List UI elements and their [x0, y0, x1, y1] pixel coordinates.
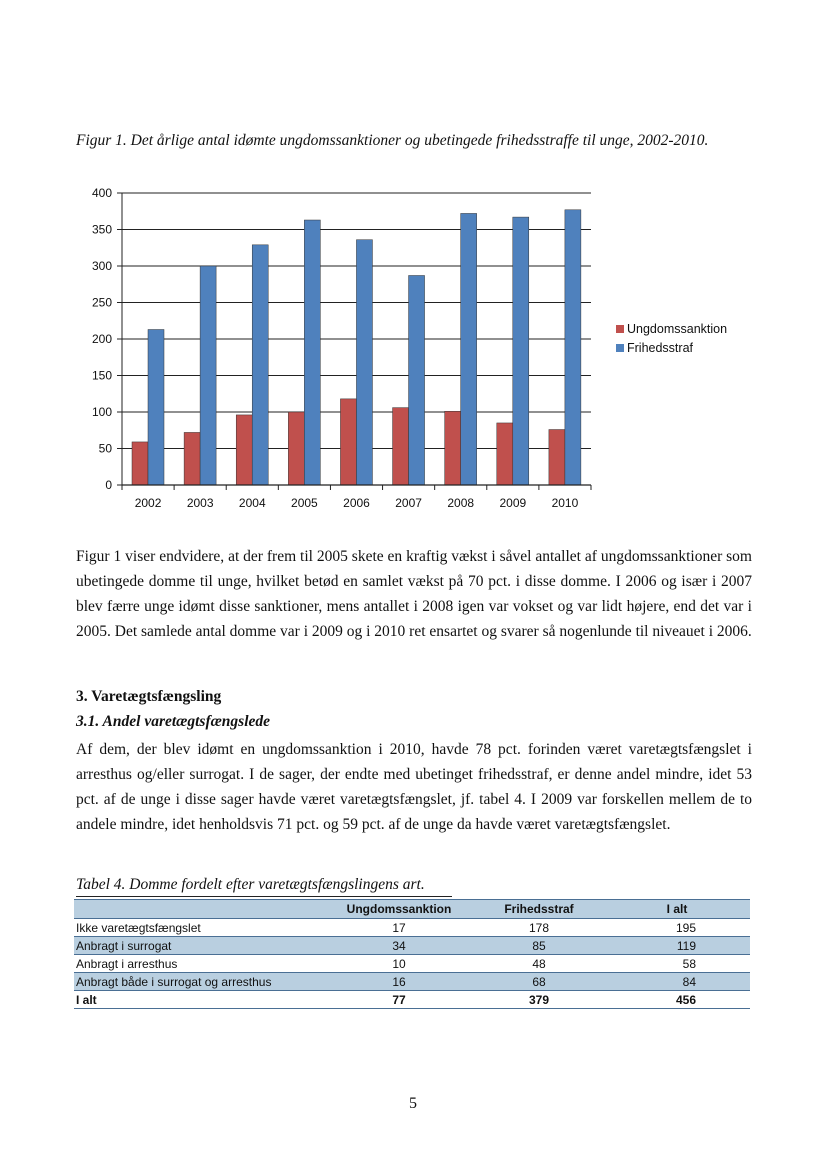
data-table	[74, 899, 750, 1009]
bar-chart	[70, 183, 730, 523]
x-tick-label: 2010	[551, 496, 579, 510]
legend-label-frihedsstraf: Frihedsstraf	[627, 341, 693, 355]
bar-ungdomssanktion-2009	[497, 423, 513, 485]
cell-frihedsstraf: 68	[474, 973, 604, 991]
table-total-row	[74, 991, 750, 1009]
x-tick-label: 2006	[343, 496, 370, 510]
bar-frihedsstraf-2009	[513, 217, 529, 485]
bar-ungdomssanktion-2003	[184, 432, 200, 485]
y-tick-label: 350	[91, 222, 112, 237]
table-row	[74, 919, 750, 937]
bar-frihedsstraf-2002	[148, 330, 164, 485]
bar-frihedsstraf-2003	[200, 266, 216, 485]
y-tick-label: 400	[91, 186, 112, 200]
bar-ungdomssanktion-2006	[340, 399, 356, 485]
bar-frihedsstraf-2010	[565, 210, 581, 485]
y-tick-label: 100	[91, 405, 112, 419]
x-tick-label: 2009	[499, 496, 527, 510]
page-number: 5	[409, 1095, 417, 1112]
cell-frihedsstraf: 379	[474, 991, 604, 1009]
header-frihedsstraf: Frihedsstraf	[474, 900, 604, 919]
cell-i-alt: 456	[604, 991, 750, 1009]
y-tick-label: 300	[91, 259, 112, 273]
cell-i-alt: 195	[675, 920, 696, 935]
cell-frihedsstraf: 48	[532, 956, 546, 971]
bar-ungdomssanktion-2010	[549, 430, 565, 485]
y-tick-label: 250	[91, 295, 112, 310]
bar-frihedsstraf-2004	[252, 245, 268, 485]
cell-i-alt: 119	[604, 937, 750, 955]
cell-ungdomssanktion: 10	[392, 956, 406, 971]
bar-ungdomssanktion-2004	[236, 415, 252, 485]
cell-frihedsstraf: 178	[528, 920, 550, 935]
bar-frihedsstraf-2008	[461, 213, 477, 485]
y-tick-label: 200	[91, 332, 112, 346]
figure-caption: Figur 1. Det årlige antal idømte ungdomssanktioner og ubetingede frihedsstraffe til unge, 2002-2010.	[76, 132, 709, 149]
table-header-row	[74, 900, 750, 919]
bar-frihedsstraf-2005	[304, 220, 320, 485]
row-label: Anbragt både i surrogat og arresthus	[74, 973, 324, 991]
cell-i-alt: 58	[682, 956, 696, 971]
x-tick-label: 2007	[395, 496, 422, 510]
bar-ungdomssanktion-2008	[445, 411, 461, 485]
y-tick-label: 150	[91, 368, 112, 383]
body-paragraph-2: Af dem, der blev idømt en ungdomssanktion i 2010, havde 78 pct. forinden været varetægtsfængslet i arresthus og/eller surrogat. I de sager, der endte med ubetinget frihedsstraf, er denne andel mindre, idet 53 pct. af de unge i disse sager havde været varetægtsfængslet, jf. tabel 4. I 2009 var forskellen mellem de to andele mindre, idet henholdsvis 71 pct. og 59 pct. af de unge da havde været varetægtsfængslet.	[76, 741, 752, 833]
x-tick-label: 2008	[447, 496, 475, 510]
bar-frihedsstraf-2007	[409, 275, 425, 485]
header-ungdomssanktion: Ungdomssanktion	[324, 900, 474, 919]
row-label: Anbragt i arresthus	[76, 956, 178, 971]
row-label: I alt	[74, 991, 324, 1009]
x-tick-label: 2003	[186, 496, 214, 510]
cell-frihedsstraf: 85	[474, 937, 604, 955]
header-blank	[74, 900, 324, 919]
table-row	[74, 955, 750, 973]
table-row	[74, 973, 750, 991]
cell-ungdomssanktion: 77	[324, 991, 474, 1009]
legend-swatch-ungdomssanktion	[616, 325, 624, 333]
row-label: Anbragt i surrogat	[74, 937, 324, 955]
section-title: 3. Varetægtsfængsling	[76, 688, 222, 705]
x-tick-label: 2002	[134, 496, 162, 510]
table-caption: Tabel 4. Domme fordelt efter varetægtsfængslingens art.	[76, 876, 425, 893]
x-tick-label: 2005	[291, 496, 318, 510]
legend-label-ungdomssanktion: Ungdomssanktion	[627, 322, 728, 336]
cell-ungdomssanktion: 16	[324, 973, 474, 991]
cell-ungdomssanktion: 17	[392, 920, 406, 935]
cell-ungdomssanktion: 34	[324, 937, 474, 955]
subsection-title: 3.1. Andel varetægtsfængslede	[76, 713, 271, 730]
bar-ungdomssanktion-2002	[132, 442, 148, 485]
cell-i-alt: 84	[604, 973, 750, 991]
x-tick-label: 2004	[238, 496, 266, 510]
table-caption-rule	[76, 896, 452, 897]
header-i-alt: I alt	[604, 900, 750, 919]
body-paragraph-1: Figur 1 viser endvidere, at der frem til 2005 skete en kraftig vækst i såvel antallet af ungdomssanktioner som ubetingede domme til unge, hvilket betød en samlet vækst på 70 pct. i disse domme. I 2006 og især i 2007 blev færre unge idømt disse sanktioner, mens antallet i 2008 igen var vokset og var lidt højere, end det var i 2005. Det samlede antal domme var i 2009 og i 2010 ret ensartet og svarer så nogenlunde til niveauet i 2006.	[76, 548, 752, 640]
table-row	[74, 937, 750, 955]
bar-ungdomssanktion-2005	[288, 412, 304, 485]
row-label: Ikke varetægtsfængslet	[76, 920, 201, 935]
y-tick-label: 0	[105, 478, 112, 492]
bar-ungdomssanktion-2007	[393, 408, 409, 485]
y-tick-label: 50	[98, 441, 112, 456]
legend-swatch-frihedsstraf	[616, 344, 624, 352]
bar-frihedsstraf-2006	[356, 240, 372, 485]
